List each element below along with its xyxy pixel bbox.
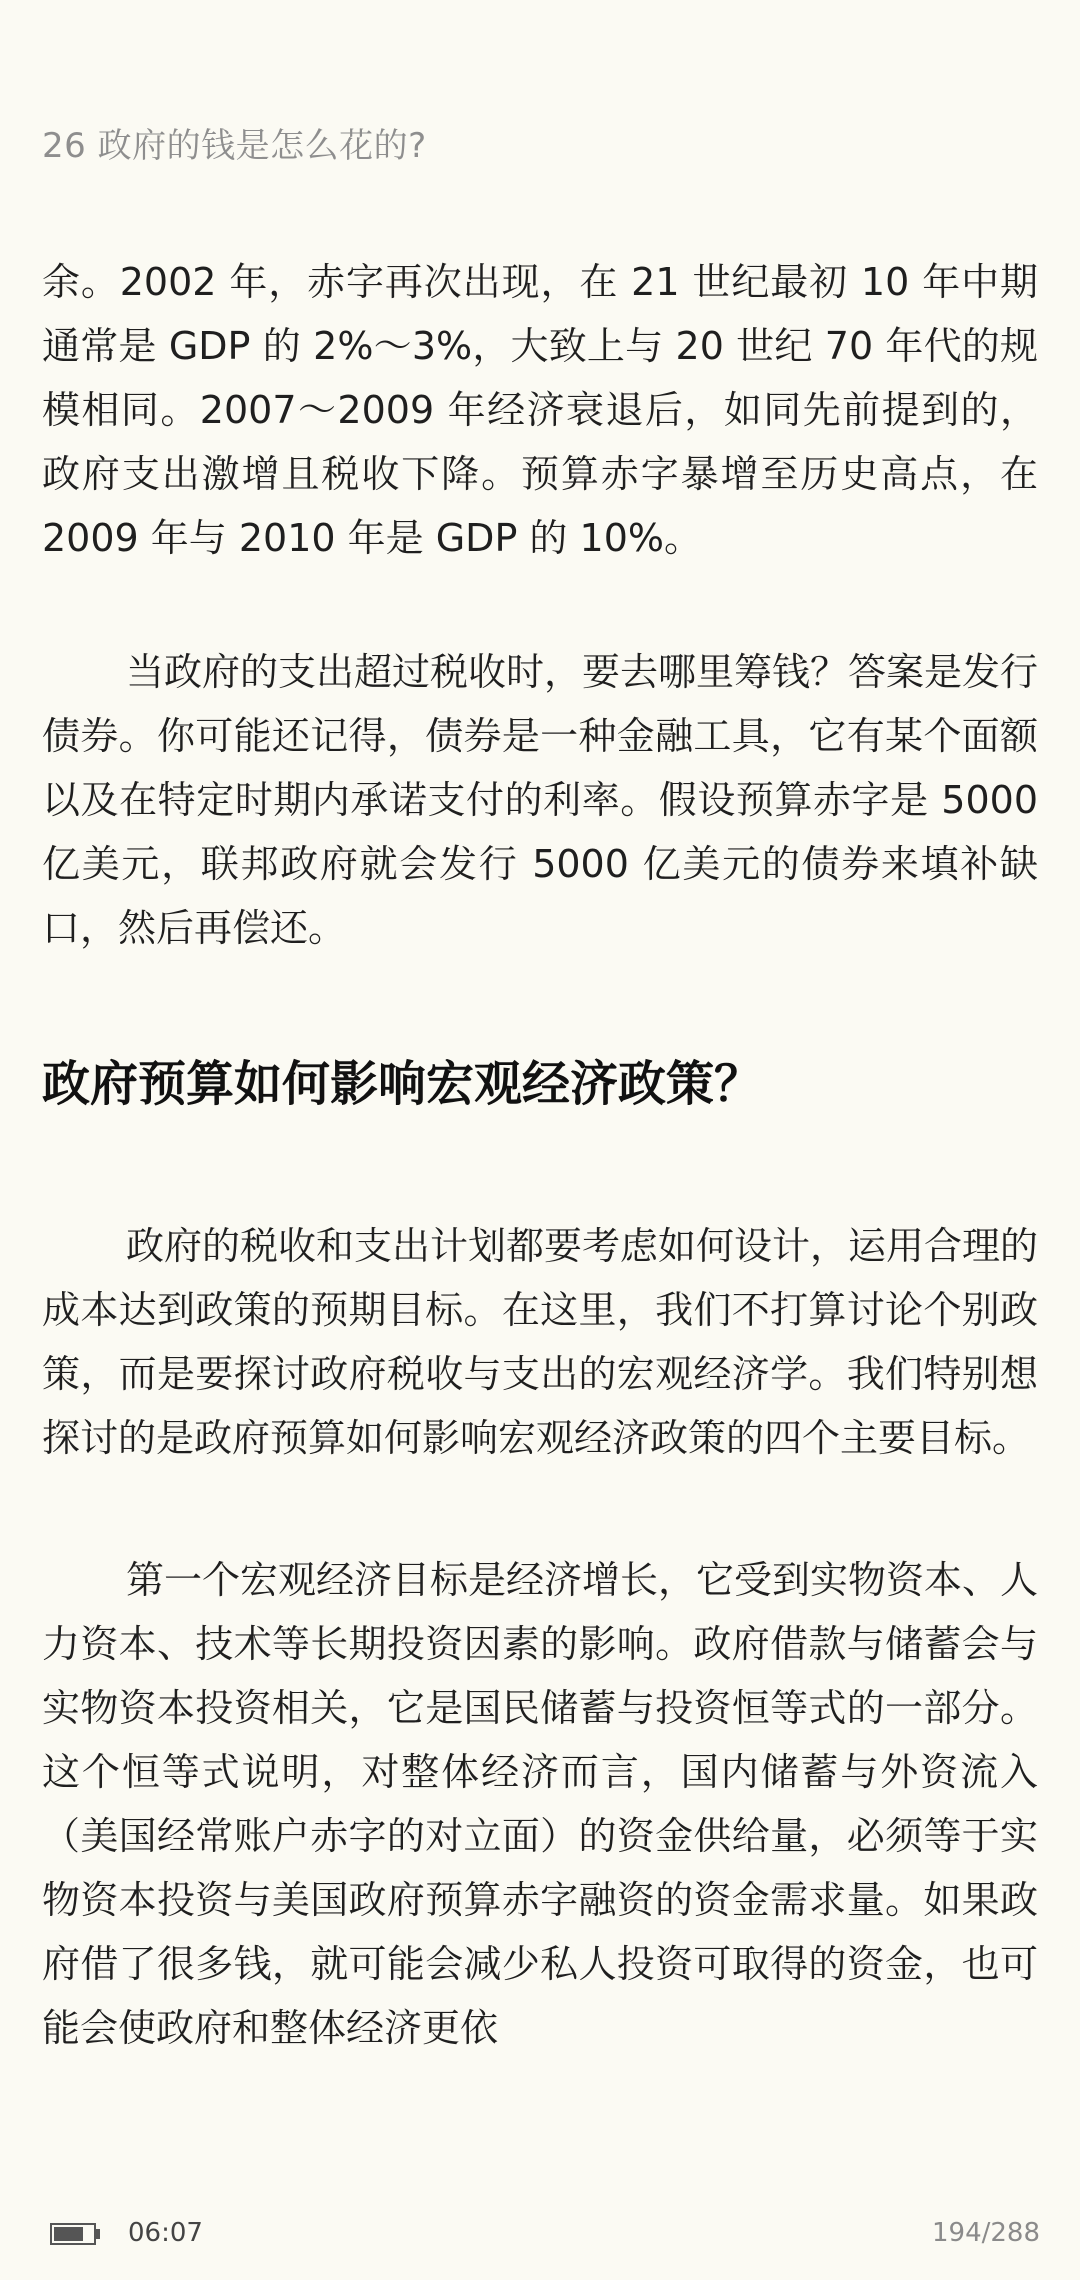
reading-content[interactable] <box>42 250 1038 2060</box>
chapter-title: 26 政府的钱是怎么花的? <box>42 126 427 166</box>
battery-level <box>54 2227 83 2241</box>
battery-icon <box>50 2223 96 2245</box>
battery-tip-icon <box>96 2229 100 2239</box>
clock: 06:07 <box>128 2218 203 2248</box>
paragraph: 余。2002 年，赤字再次出现，在 21 世纪最初 10 年中期通常是 GDP 的 2%～3%，大致上与 20 世纪 70 年代的规模相同。2007～2009 年经济衰退后，如同先前提到的，政府支出激增且税收下降。预算赤字暴增至历史高点，在 2009 年与 2010 年是 GDP 的 10%。 <box>42 260 1038 560</box>
paragraph: 当政府的支出超过税收时，要去哪里筹钱？答案是发行债券。你可能还记得，债券是一种金融工具，它有某个面额以及在特定时期内承诺支付的利率。假设预算赤字是 5000 亿美元，联邦政府就会发行 5000 亿美元的债券来填补缺口，然后再偿还。 <box>42 650 1039 950</box>
section-heading: 政府预算如何影响宏观经济政策？ <box>42 1056 763 1112</box>
paragraph: 第一个宏观经济目标是经济增长，它受到实物资本、人力资本、技术等长期投资因素的影响。政府借款与储蓄会与实物资本投资相关，它是国民储蓄与投资恒等式的一部分。这个恒等式说明，对整体经济而言，国内储蓄与外资流入（美国经常账户赤字的对立面）的资金供给量，必须等于实物资本投资与美国政府预算赤字融资的资金需求量。如果政府借了很多钱，就可能会减少私人投资可取得的资金，也可能会使政府和整体经济更依 <box>42 1558 1039 2050</box>
reader-status-bar <box>0 2216 1080 2256</box>
page-counter: 194/288 <box>931 2218 1040 2248</box>
paragraph: 政府的税收和支出计划都要考虑如何设计，运用合理的成本达到政策的预期目标。在这里，我们不打算讨论个别政策，而是要探讨政府税收与支出的宏观经济学。我们特别想探讨的是政府预算如何影响宏观经济政策的四个主要目标。 <box>42 1224 1039 1460</box>
